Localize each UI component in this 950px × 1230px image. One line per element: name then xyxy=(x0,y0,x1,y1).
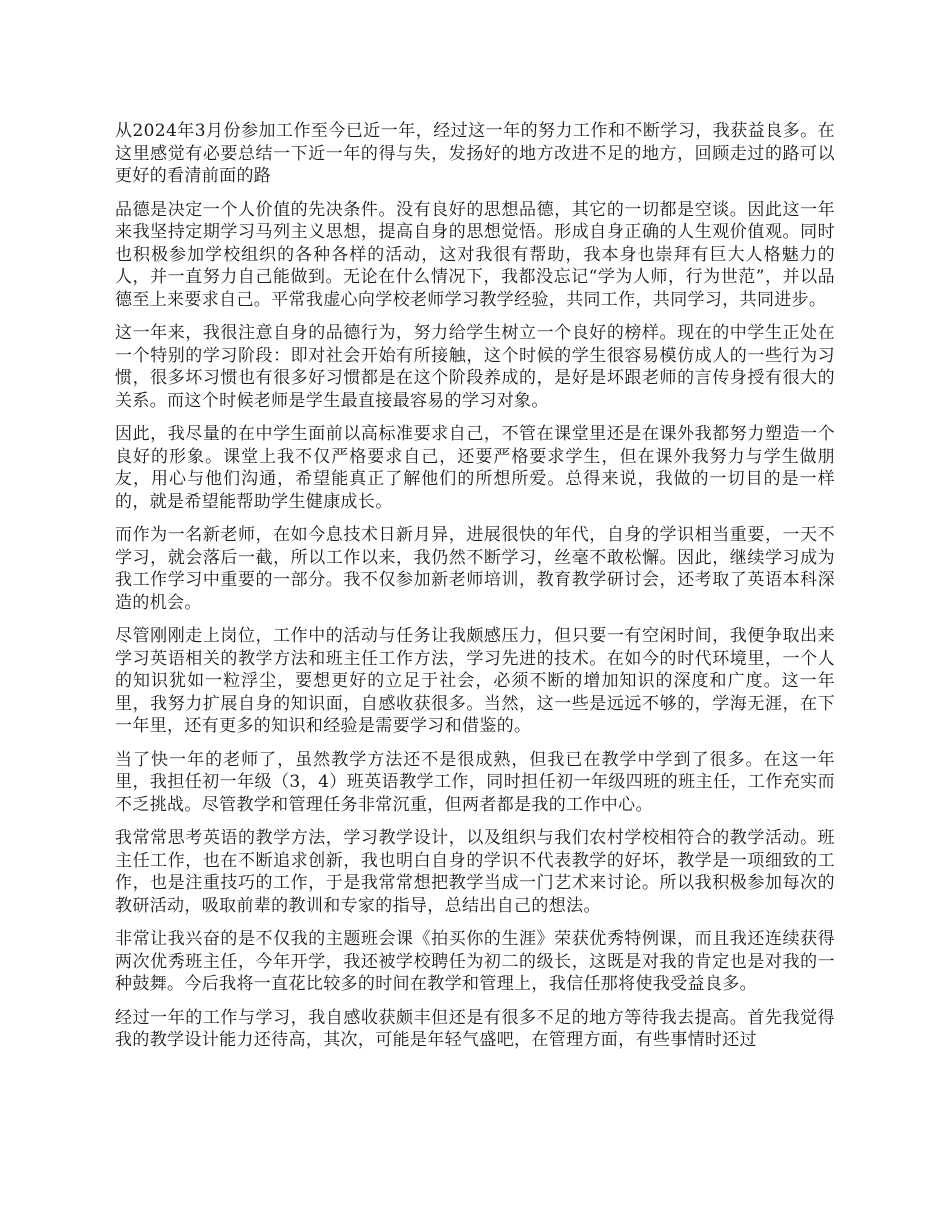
paragraph-6: 尽管刚刚走上岗位，工作中的活动与任务让我颇感压力，但只要一有空闲时间，我便争取出来学习英语相关的教学方法和班主任工作方法，学习先进的技术。在如今的时代环境里，一个人的知识犹如一粒浮尘，要想更好的立足于社会，必须不断的增加知识的深度和广度。这一年里，我努力扩展自身的知识面，自感收获很多。当然，这一些是远远不够的，学海无涯，在下一年里，还有更多的知识和经验是需要学习和借鉴的。 xyxy=(115,626,835,736)
paragraph-5: 而作为一名新老师，在如今息技术日新月异，进展很快的年代，自身的学识相当重要，一天不学习，就会落后一截，所以工作以来，我仍然不断学习，丝毫不敢松懈。因此，继续学习成为我工作学习中重要的一部分。我不仅参加新老师培训，教育教学研讨会，还考取了英语本科深造的机会。 xyxy=(115,525,835,613)
paragraph-2: 品德是决定一个人价值的先决条件。没有良好的思想品德，其它的一切都是空谈。因此这一年来我坚持定期学习马列主义思想，提高自身的思想觉悟。形成自身正确的人生观价值观。同时也积极参加学校组织的各种各样的活动，这对我很有帮助，我本身也崇拜有巨大人格魅力的人，并一直努力自己能做到。无论在什么情况下，我都没忘记“学为人师，行为世范”，并以品德至上来要求自己。平常我虚心向学校老师学习教学经验，共同工作，共同学习，共同进步。 xyxy=(115,199,835,310)
paragraph-9: 非常让我兴奋的是不仅我的主题班会课《拍买你的生涯》荣获优秀特例课，而且我还连续获得两次优秀班主任，今年开学，我还被学校聘任为初二的级长，这既是对我的肯定也是对我的一种鼓舞。今后我将一直花比较多的时间在教学和管理上，我信任那将使我受益良多。 xyxy=(115,929,835,994)
paragraph-3: 这一年来，我很注意自身的品德行为，努力给学生树立一个良好的榜样。现在的中学生正处在一个特别的学习阶段：即对社会开始有所接触，这个时候的学生很容易模仿成人的一些行为习惯，很多坏习惯也有很多好习惯都是在这个阶段养成的，是好是坏跟老师的言传身授有很大的关系。而这个时候老师是学生最直接最容易的学习对象。 xyxy=(115,323,835,411)
paragraph-7: 当了快一年的老师了，虽然教学方法还不是很成熟，但我已在教学中学到了很多。在这一年里，我担任初一年级（3，4）班英语教学工作，同时担任初一年级四班的班主任，工作充实而不乏挑战。尽管教学和管理任务非常沉重，但两者都是我的工作中心。 xyxy=(115,749,835,815)
paragraph-1: 从2024年3月份参加工作至今已近一年，经过这一年的努力工作和不断学习，我获益良多。在这里感觉有必要总结一下近一年的得与失，发扬好的地方改进不足的地方，回顾走过的路可以更好的看清前面的路 xyxy=(115,121,835,186)
paragraph-8: 我常常思考英语的教学方法，学习教学设计，以及组织与我们农村学校相符合的教学活动。班主任工作，也在不断追求创新，我也明白自身的学识不代表教学的好坏，教学是一项细致的工作，也是注重技巧的工作，于是我常常想把教学当成一门艺术来讨论。所以我积极参加每次的教研活动，吸取前辈的教训和专家的指导，总结出自己的想法。 xyxy=(115,828,835,916)
paragraph-4: 因此，我尽量的在中学生面前以高标准要求自己，不管在课堂里还是在课外我都努力塑造一个良好的形象。课堂上我不仅严格要求自己，还要严格要求学生，但在课外我努力与学生做朋友，用心与他们沟通，希望能真正了解他们的所想所爱。总得来说，我做的一切目的是一样的，就是希望能帮助学生健康成长。 xyxy=(115,424,835,512)
paragraph-10: 经过一年的工作与学习，我自感收获颇丰但还是有很多不足的地方等待我去提高。首先我觉得我的教学设计能力还待高，其次，可能是年轻气盛吧，在管理方面，有些事情时还过 xyxy=(115,1007,835,1050)
document-body xyxy=(115,120,835,1063)
